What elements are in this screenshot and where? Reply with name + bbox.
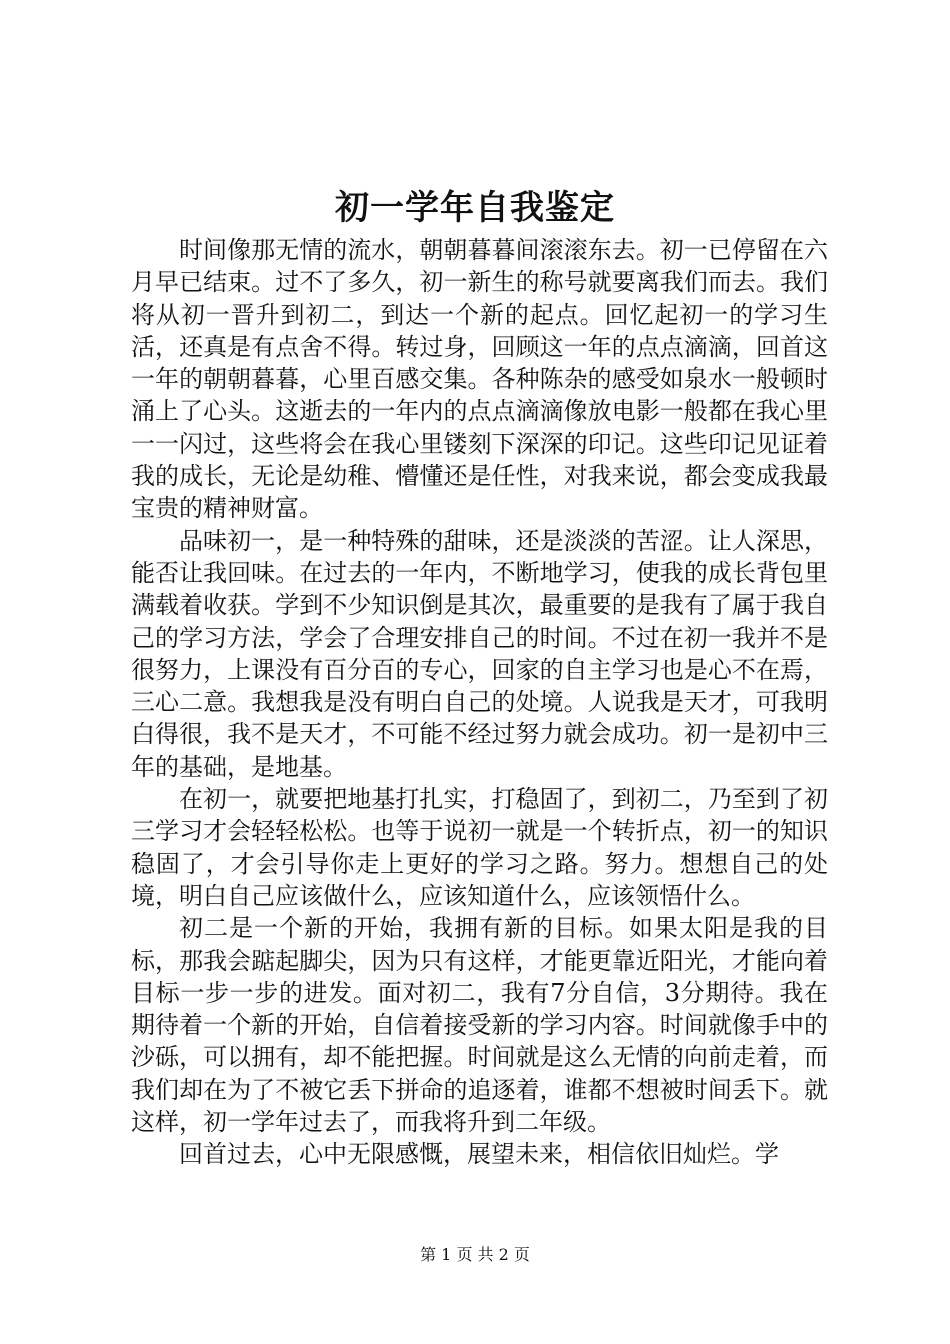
paragraph-1: 时间像那无情的流水，朝朝暮暮间滚滚东去。初一已停留在六月早已结束。过不了多久，初一新生的称号就要离我们而去。我们将从初一晋升到初二，到达一个新的起点。回忆起初一的学习生活，还真是有点舍不得。转过身，回顾这一年的点点滴滴，回首这一年的朝朝暮暮，心里百感交集。各种陈杂的感受如泉水一般顿时涌上了心头。这逝去的一年内的点点滴滴像放电影一般都在我心里一一闪过，这些将会在我心里镂刻下深深的印记。这些印记见证着我的成长，无论是幼稚、懵懂还是任性，对我来说，都会变成我最宝贵的精神财富。 — [131, 236, 828, 523]
paragraph-4: 初二是一个新的开始，我拥有新的目标。如果太阳是我的目标，那我会踮起脚尖，因为只有这样，才能更靠近阳光，才能向着目标一步一步的进发。面对初二，我有7分自信，3分期待。我在期待着一个新的开始，自信着接受新的学习内容。时间就像手中的沙砾，可以拥有，却不能把握。时间就是这么无情的向前走着，而我们却在为了不被它丢下拼命的追逐着，谁都不想被时间丢下。就这样，初一学年过去了，而我将升到二年级。 — [131, 914, 828, 1137]
paragraph-5: 回首过去，心中无限感慨，展望未来，相信依旧灿烂。学 — [179, 1140, 779, 1169]
page-footer: 第 1 页 共 2 页 — [420, 1245, 530, 1264]
document-body — [131, 234, 828, 1171]
document-title: 初一学年自我鉴定 — [335, 188, 615, 228]
paragraph-3: 在初一，就要把地基打扎实，打稳固了，到初二，乃至到了初三学习才会轻轻松松。也等于说初一就是一个转折点，初一的知识稳固了，才会引导你走上更好的学习之路。努力。想想自己的处境，明白自己应该做什么，应该知道什么，应该领悟什么。 — [131, 785, 828, 910]
paragraph-2: 品味初一，是一种特殊的甜味，还是淡淡的苦涩。让人深思，能否让我回味。在过去的一年内，不断地学习，使我的成长背包里满载着收获。学到不少知识倒是其次，最重要的是我有了属于我自己的学习方法，学会了合理安排自己的时间。不过在初一我并不是很努力，上课没有百分百的专心，回家的自主学习也是心不在焉，三心二意。我想我是没有明白自己的处境。人说我是天才，可我明白得很，我不是天才，不可能不经过努力就会成功。初一是初中三年的基础，是地基。 — [131, 526, 828, 781]
